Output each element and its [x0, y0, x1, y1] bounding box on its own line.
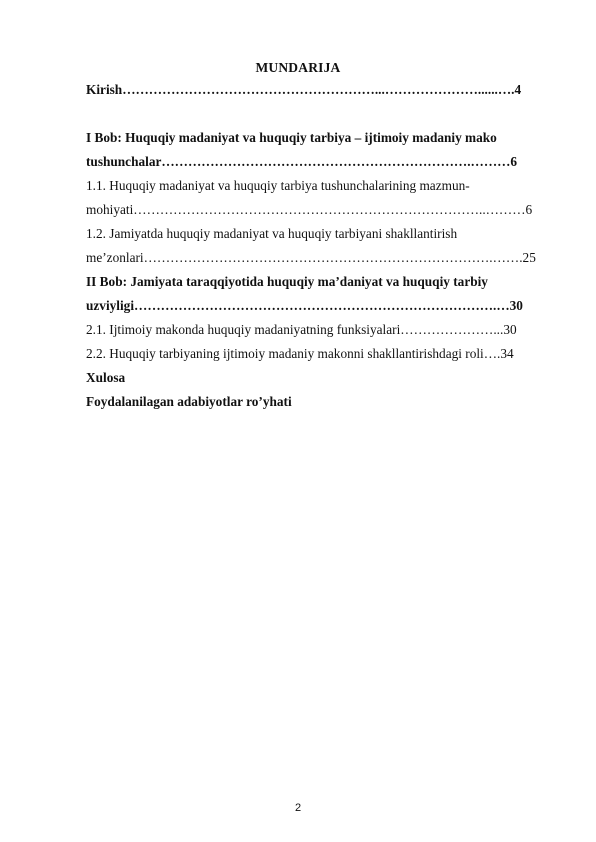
toc-entry-chapter1-line2: tushunchalar…………………………………………………………….………6 [86, 154, 518, 169]
page-number: 2 [294, 802, 302, 814]
toc-entry-conclusion: Xulosa [86, 370, 126, 385]
toc-heading: MUNDARIJA [255, 60, 341, 75]
toc-entry-section-2-2: 2.2. Huquqiy tarbiyaning ijtimoiy madaniy makonni shakllantirishdagi roli….34 [86, 346, 514, 361]
toc-entry-intro: Kirish…………………………………………………...…………………......….4 [86, 82, 522, 97]
toc-entry-chapter1-line1: I Bob: Huquqiy madaniyat va huquqiy tarbiya – ijtimoiy madaniy mako [86, 130, 497, 145]
toc-entry-section-1-1-line2: mohiyati……………………………………………………………………..………6 [86, 202, 533, 217]
toc-entry-section-1-1-line1: 1.1. Huquqiy madaniyat va huquqiy tarbiya tushunchalarining mazmun- [86, 178, 470, 193]
toc-entry-chapter2-line2: uzviyligi……………………………………………………………………….…30 [86, 298, 523, 313]
toc-entry-references: Foydalanilagan adabiyotlar ro’yhati [86, 394, 292, 409]
toc-entry-section-1-2-line1: 1.2. Jamiyatda huquqiy madaniyat va huquqiy tarbiyani shakllantirish [86, 226, 458, 241]
toc-entry-chapter2-line1: II Bob: Jamiyata taraqqiyotida huquqiy ma’daniyat va huquqiy tarbiy [86, 274, 488, 289]
toc-entry-section-1-2-line2: me’zonlari…………………………………………………………………….…….25 [86, 250, 536, 265]
toc-entry-section-2-1: 2.1. Ijtimoiy makonda huquqiy madaniyatning funksiyalari…………………...30 [86, 322, 517, 337]
